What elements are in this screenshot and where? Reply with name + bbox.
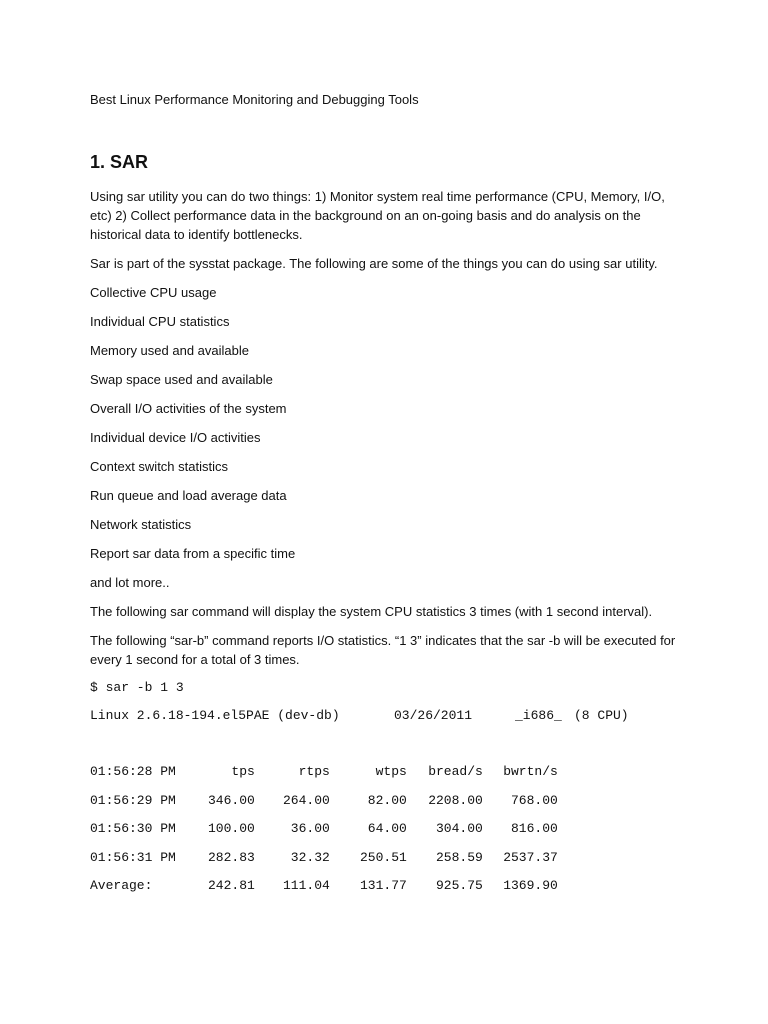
table-cell: rtps	[298, 764, 330, 779]
kernel-info: Linux 2.6.18-194.el5PAE (dev-db)	[90, 708, 340, 723]
section-heading: 1. SAR	[90, 152, 149, 172]
list-item: Context switch statistics	[90, 459, 228, 474]
list-item: Individual device I/O activities	[90, 430, 261, 445]
table-row	[90, 793, 558, 822]
table-row	[90, 878, 558, 907]
table-row	[90, 850, 558, 879]
list-item: Collective CPU usage	[90, 285, 217, 300]
cpu-command-paragraph: The following sar command will display the system CPU statistics 3 times (with 1 second interval).	[90, 604, 653, 619]
table-cell: 264.00	[283, 792, 330, 808]
system-info-line	[90, 708, 650, 727]
table-cell: 82.00	[367, 792, 407, 808]
table-cell: 2208.00	[428, 792, 483, 808]
list-item: Network statistics	[90, 517, 192, 532]
table-cell: 01:56:28 PM	[90, 764, 176, 779]
table-cell: 768.00	[511, 792, 558, 808]
table-cell: 816.00	[511, 821, 558, 836]
io-command-paragraph: The following “sar-b” command reports I/O statistics. “1 3” indicates that the sar -b will be executed for every 1 second for a total of 3 times.	[90, 633, 676, 667]
terminal-command: $ sar -b 1 3	[90, 680, 184, 695]
list-item: Overall I/O activities of the system	[90, 401, 287, 416]
table-cell: 242.81	[208, 878, 255, 893]
table-cell: 250.51	[360, 849, 407, 865]
table-cell: 1369.90	[503, 878, 558, 893]
table-cell: 925.75	[436, 878, 483, 893]
table-cell: 258.59	[436, 849, 483, 865]
table-cell: tps	[231, 764, 255, 779]
table-cell: wtps	[375, 764, 407, 779]
table-cell: 32.32	[290, 849, 330, 865]
table-cell: 282.83	[208, 849, 255, 865]
table-cell: 346.00	[208, 792, 255, 808]
table-cell: 131.77	[360, 878, 407, 893]
table-header-row	[90, 764, 558, 793]
table-cell: 100.00	[208, 821, 255, 836]
sysstat-paragraph: Sar is part of the sysstat package. The following are some of the things you can do using sar utility.	[90, 256, 658, 271]
table-cell: 01:56:29 PM	[90, 792, 176, 808]
intro-paragraph: Using sar utility you can do two things: 1) Monitor system real time performance (CPU, Memory, I/O, etc) 2) Collect performance data in the background on an on-going basis and do analysis on the historical data to identify bottlenecks.	[90, 189, 665, 242]
table-row	[90, 821, 558, 850]
cpu-count: (8 CPU)	[574, 708, 629, 723]
sar-output-table	[90, 764, 558, 907]
table-cell: Average:	[90, 878, 153, 893]
table-cell: 111.04	[283, 878, 330, 893]
report-date: 03/26/2011	[394, 708, 473, 723]
list-item: Memory used and available	[90, 343, 249, 358]
table-cell: bwrtn/s	[503, 764, 558, 779]
table-cell: 64.00	[367, 821, 407, 836]
list-item: Individual CPU statistics	[90, 314, 230, 329]
table-cell: 01:56:31 PM	[90, 849, 176, 865]
list-item: Swap space used and available	[90, 372, 273, 387]
feature-list	[90, 283, 295, 602]
architecture: _i686_	[515, 708, 562, 723]
list-item: and lot more..	[90, 575, 170, 590]
table-cell: bread/s	[428, 764, 483, 779]
table-cell: 304.00	[436, 821, 483, 836]
table-cell: 36.00	[290, 821, 330, 836]
list-item: Report sar data from a specific time	[90, 546, 296, 561]
table-cell: 2537.37	[503, 849, 558, 865]
table-cell: 01:56:30 PM	[90, 821, 176, 836]
document-title: Best Linux Performance Monitoring and Debugging Tools	[90, 92, 419, 107]
list-item: Run queue and load average data	[90, 488, 287, 503]
